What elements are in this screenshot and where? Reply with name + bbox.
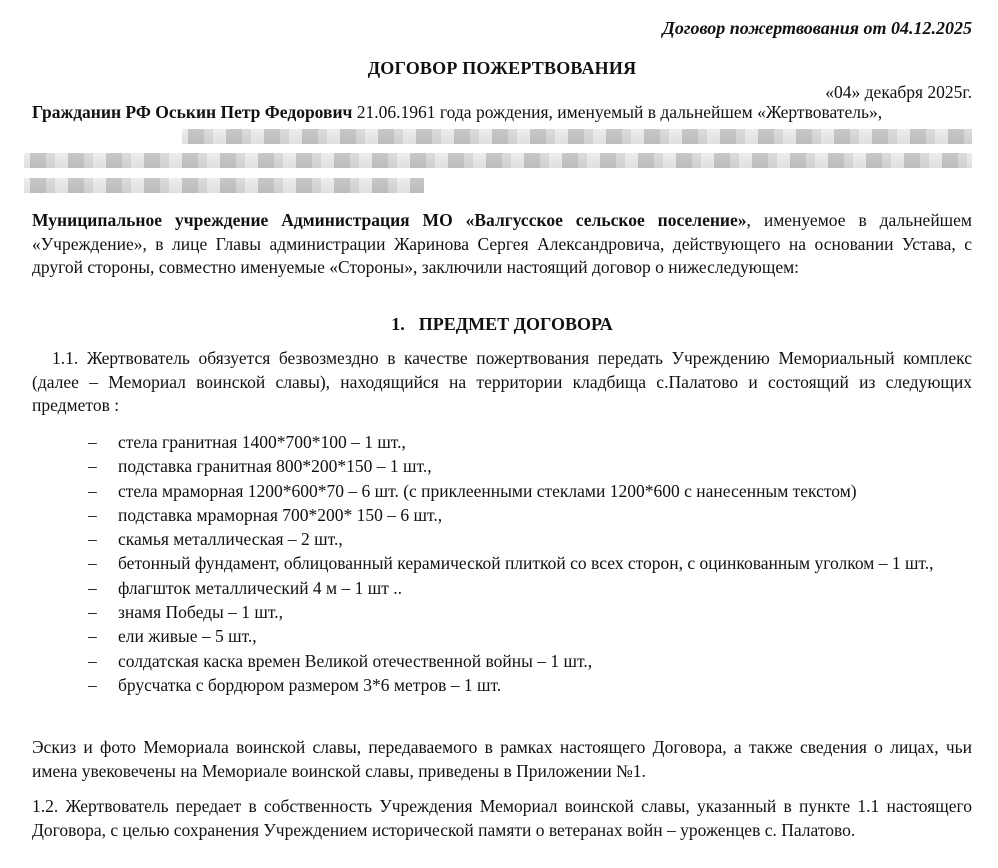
document-title: ДОГОВОР ПОЖЕРТВОВАНИЯ <box>367 58 637 78</box>
list-item <box>88 576 948 600</box>
list-item <box>88 430 948 454</box>
list-dash: – <box>88 456 97 477</box>
list-item-text: бетонный фундамент, облицованный керамической плиткой со всех сторон, с оцинкованным уголком – 1 шт., <box>118 553 934 574</box>
section-heading <box>32 314 972 335</box>
list-item <box>88 551 948 575</box>
list-dash: – <box>88 432 97 452</box>
list-dash: – <box>88 553 97 574</box>
redacted-block <box>182 129 972 144</box>
list-dash: – <box>88 626 97 647</box>
list-dash: – <box>88 577 97 598</box>
list-item-text: подставка гранитная 800*200*150 – 1 шт., <box>118 456 432 477</box>
items-list <box>88 430 948 697</box>
list-item-text: стела мраморная 1200*600*70 – 6 шт. (с приклеенными стеклами 1200*600 с нанесенным текстом) <box>118 480 857 501</box>
list-item-text: скамья металлическая – 2 шт., <box>118 529 343 550</box>
donor-paragraph <box>32 101 972 125</box>
list-item-text: брусчатка с бордюром размером 3*6 метров – 1 шт. <box>118 674 502 695</box>
list-dash: – <box>88 529 97 550</box>
list-item <box>88 479 948 503</box>
list-item-text: солдатская каска времен Великой отечественной войны – 1 шт., <box>118 650 593 671</box>
list-item <box>88 503 948 527</box>
donor-details: 21.06.1961 года рождения, именуемый в дальнейшем «Жертвователь», <box>352 102 883 122</box>
list-dash: – <box>88 650 97 671</box>
redacted-block <box>24 153 972 168</box>
document-reference-header: Договор пожертвования от 04.12.2025 <box>662 18 972 38</box>
document-date: «04» декабря 2025г. <box>825 82 972 102</box>
institution-details: , именуемое в дальнейшем «Учреждение», в лице Главы администрации Жаринова Сергея Александровича, действующего на основании Устава, с другой стороны, совместно именуемые «Стороны», заключили настоящий договор о нижеследующем: <box>32 210 973 277</box>
list-item <box>88 624 948 648</box>
clause-1-1: 1.1. Жертвователь обязуется безвозмездно в качестве пожертвования передать Учреждению Мемориальный комплекс (далее – Мемориал воинской славы), находящийся на территории кладбища с.Палатово и состоящий из следующих предметов : <box>32 348 972 415</box>
section-number: 1. <box>391 314 405 334</box>
list-item-text: подставка мраморная 700*200* 150 – 6 шт., <box>118 504 443 525</box>
institution-name: Муниципальное учреждение Администрация МО «Валгусское сельское поселение» <box>32 210 747 230</box>
list-item <box>88 454 948 478</box>
sketch-note: Эскиз и фото Мемориала воинской славы, передаваемого в рамках настоящего Договора, а также сведения о лицах, чьи имена увековечены на Мемориале воинской славы, приведены в Приложении №1. <box>32 737 972 781</box>
list-item-text: стела гранитная 1400*700*100 – 1 шт., <box>118 432 406 452</box>
list-item <box>88 527 948 551</box>
list-item-text: знамя Победы – 1 шт., <box>118 602 283 623</box>
list-dash: – <box>88 504 97 525</box>
list-dash: – <box>88 480 97 501</box>
clause-1-2: 1.2. Жертвователь передает в собственность Учреждения Мемориал воинской славы, указанный в пункте 1.1 настоящего Договора, с целью сохранения Учреждением исторической памяти о ветеранах войн – уроженцев с. Палатово. <box>32 796 972 840</box>
list-dash: – <box>88 674 97 695</box>
document-page <box>32 0 972 868</box>
list-item <box>88 673 948 697</box>
list-item <box>88 600 948 624</box>
institution-paragraph <box>32 209 972 280</box>
list-item <box>88 649 948 673</box>
donor-name: Гражданин РФ Оськин Петр Федорович <box>32 102 353 122</box>
section-title: ПРЕДМЕТ ДОГОВОРА <box>418 314 613 334</box>
list-item-text: флагшток металлический 4 м – 1 шт .. <box>118 577 403 598</box>
redacted-block <box>24 178 424 193</box>
list-dash: – <box>88 602 97 623</box>
list-item-text: ели живые – 5 шт., <box>118 626 257 647</box>
